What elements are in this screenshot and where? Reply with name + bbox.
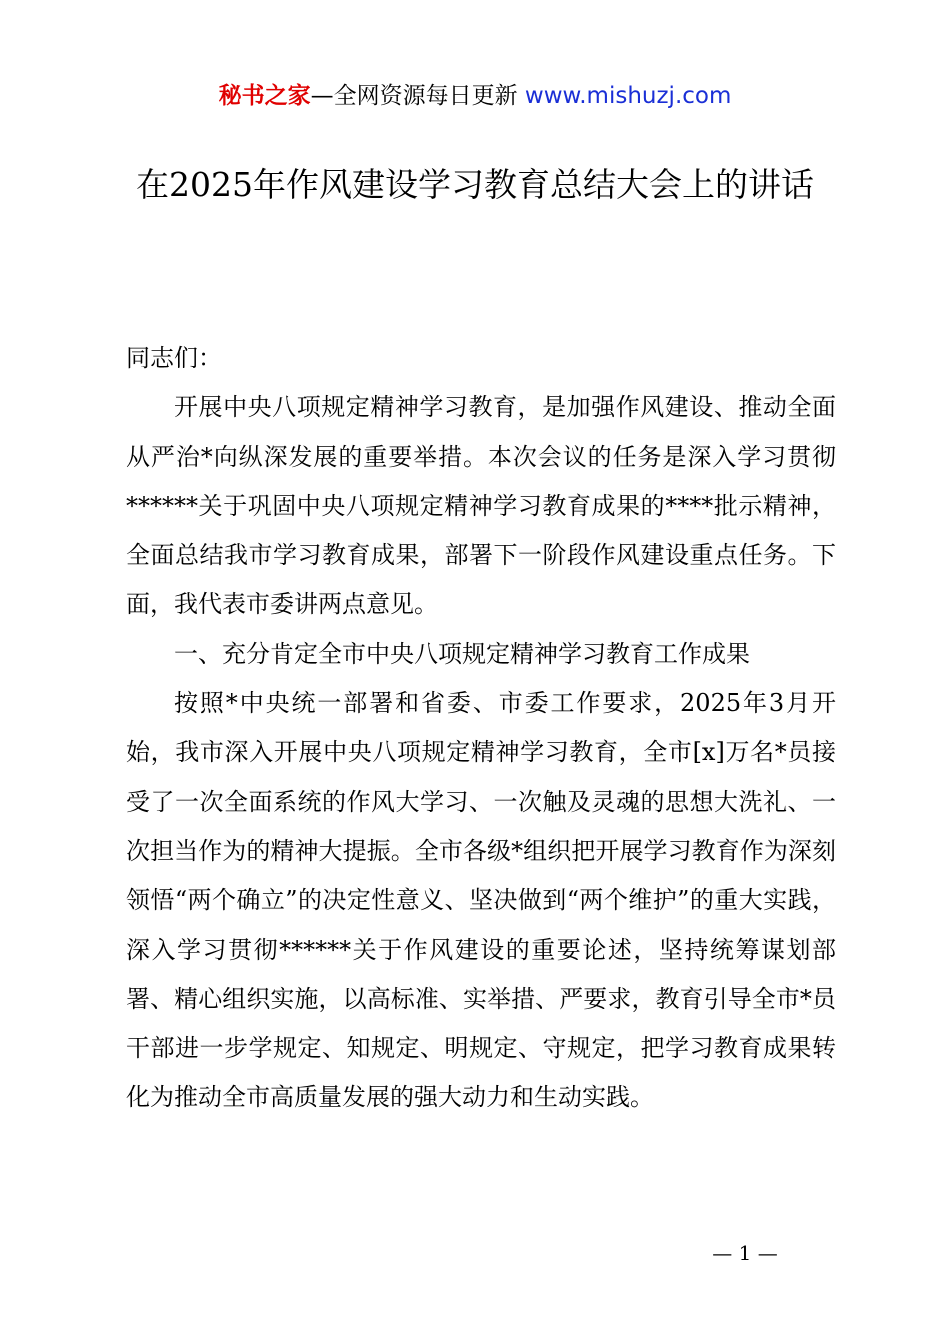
salutation: 同志们： <box>126 344 222 372</box>
document-title: 在2025年作风建设学习教育总结大会上的讲话 <box>136 165 814 204</box>
paragraph-intro: 开展中央八项规定精神学习教育，是加强作风建设、推动全面从严治*向纵深发展的重要举措。本次会议的任务是深入学习贯彻******关于巩固中央八项规定精神学习教育成果的****批示精神，全面总结我市学习教育成果，部署下一阶段作风建设重点任务。下面，我代表市委讲两点意见。 <box>126 393 836 619</box>
site-slogan: —全网资源每日更新 <box>310 83 518 109</box>
paragraph-section-1: 按照*中央统一部署和省委、市委工作要求，2025年3月开始，我市深入开展中央八项规定精神学习教育，全市[x]万名*员接受了一次全面系统的作风大学习、一次触及灵魂的思想大洗礼、一次担当作为的精神大提振。全市各级*组织把开展学习教育作为深刻领悟“两个确立”的决定性意义、坚决做到“两个维护”的重大实践，深入学习贯彻******关于作风建设的重要论述，坚持统筹谋划部署、精心组织实施，以高标准、实举措、严要求，教育引导全市*员干部进一步学规定、知规定、明规定、守规定，把学习教育成果转化为推动全市高质量发展的强大动力和生动实践。 <box>126 689 836 1112</box>
section-heading-1: 一、充分肯定全市中央八项规定精神学习教育工作成果 <box>174 639 750 668</box>
site-brand: 秘书之家 <box>218 83 311 109</box>
site-url-link[interactable]: www.mishuzj.com <box>524 83 732 109</box>
page-number: — 1 — <box>712 1241 778 1265</box>
document-body <box>126 334 836 1123</box>
site-header <box>0 80 950 112</box>
